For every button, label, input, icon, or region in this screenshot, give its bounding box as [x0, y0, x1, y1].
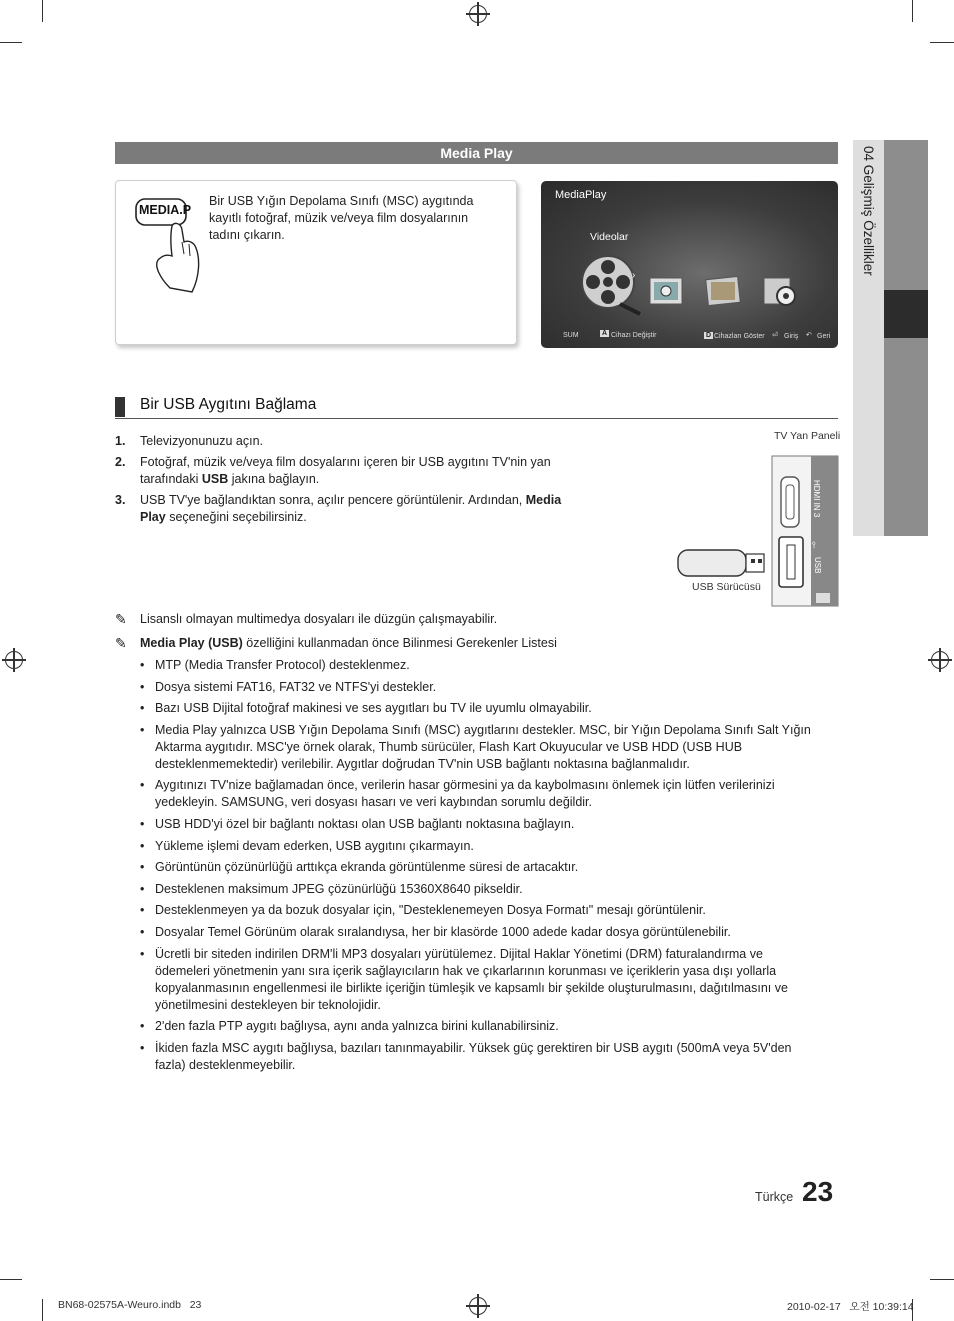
film-reel-icon	[580, 254, 642, 321]
list-item: • MTP (Media Transfer Protocol) desteklenmez.	[140, 657, 812, 674]
side-tab-active-marker	[884, 290, 928, 338]
music-icon	[705, 276, 741, 311]
a-key-icon: A	[602, 330, 608, 337]
list-item: • İkiden fazla MSC aygıtı bağlıysa, bazıları tanınmayabilir. Yüksek güç gerektiren bir USB aygıtı (500mA veya 5V'den fazla) desteklenmeyebilir.	[140, 1040, 812, 1074]
list-item: • Dosyalar Temel Görünüm olarak sıralandıysa, her bir klasörde 1000 adede kadar dosya görüntülenebilir.	[140, 924, 812, 941]
enter-icon: ⏎	[772, 332, 778, 339]
steps-list	[115, 433, 585, 530]
print-date-info: 2010-02-17 오전 10:39:14	[787, 1301, 914, 1313]
remote-description: Bir USB Yığın Depolama Sınıfı (MSC) aygıtında kayıtlı fotoğraf, müzik ve/veya film dosyalarının tadını çıkarın.	[209, 194, 474, 242]
list-item: • Ücretli bir siteden indirilen DRM'li MP3 dosyaları yürütülemez. Dijital Haklar Yönetimi (DRM) faturalandırma ve ödemeleri yönetmenin yanı sıra içerik sağlayıcıların hak ve çıkarlarının korunması ve içeriklerin yasa dışı yollarla kopyalanmasının engellenmesi ile birlikte içeriğin tümleşik ve kapsamlı bir şekilde oluşturulmasını, dağıtılmasını ve yönetilmesini destekleyen bir teknolojidir.	[140, 946, 812, 1014]
crop-mark	[930, 42, 954, 43]
screen-footer	[541, 328, 838, 348]
step-item: 2. Fotoğraf, müzik ve/veya film dosyalarını içeren bir USB aygıtını TV'nin yan tarafındaki USB jakına bağlayın.	[115, 455, 551, 486]
sum-label: SUM	[563, 332, 579, 339]
section-title: Media Play	[115, 142, 838, 164]
screen-title: MediaPlay	[555, 189, 607, 201]
change-device-label: Cihazı Değiştir	[611, 332, 657, 339]
media-p-button-label: MEDIA.P	[139, 203, 192, 217]
list-item: • 2'den fazla PTP aygıtı bağlıysa, aynı anda yalnızca birini kullanabilirsiniz.	[140, 1018, 812, 1035]
pencil-icon: ✎	[115, 611, 127, 627]
crop-mark	[0, 1279, 22, 1280]
back-icon: ↶	[806, 332, 812, 339]
step-item: 3. USB TV'ye bağlandıktan sonra, açılır pencere görüntülenir. Ardından, Media Play seçeneğini seçebilirsiniz.	[115, 493, 562, 524]
registration-mark	[5, 651, 23, 669]
screen-selected-category: Videolar	[590, 231, 629, 243]
hdmi-port-label: HDMI IN 3	[812, 480, 821, 518]
registration-mark	[931, 651, 949, 669]
list-item: • Media Play yalnızca USB Yığın Depolama Sınıfı (MSC) aygıtlarını destekler. MSC, bir Yığın Depolama Sınıfı Salt Yığın Aktarma aygıtıdır. MSC'ye örnek olarak, Thumb sürücüler, Flash Kart Okuyucular ve USB HDD (USB HUB desteklenmemektedir) verilebilir. Aygıtlar doğrudan TV'nin USB bağlantı noktasına bağlanmalıdır.	[140, 722, 812, 773]
subsection-title: Bir USB Aygıtını Bağlama	[115, 396, 838, 419]
list-item: • Görüntünün çözünürlüğü arttıkça ekranda görüntülenme süresi de artacaktır.	[140, 859, 812, 876]
list-item: • Desteklenmeyen ya da bozuk dosyalar için, "Desteklenemeyen Dosya Formatı" mesajı görüntülenir.	[140, 902, 812, 919]
side-tab-stripe	[884, 140, 928, 536]
footer-language: Türkçe	[755, 1190, 794, 1204]
registration-mark	[469, 5, 487, 23]
note-item: ✎ Media Play (USB) özelliğini kullanmadan önce Bilinmesi Gerekenler Listesi	[115, 635, 557, 651]
list-item: • USB HDD'yi özel bir bağlantı noktası olan USB bağlantı noktasına bağlayın.	[140, 816, 812, 833]
back-label: Geri	[817, 333, 831, 340]
list-item: • Dosya sistemi FAT16, FAT32 ve NTFS'yi destekler.	[140, 679, 812, 696]
crop-mark	[912, 0, 913, 22]
note-item: ✎ Lisanslı olmayan multimedya dosyaları ile düzgün çalışmayabilir.	[115, 611, 498, 627]
crop-mark	[930, 1279, 954, 1280]
crop-mark	[0, 42, 22, 43]
chevron-right-icon: ›	[632, 270, 636, 281]
notes	[115, 611, 815, 659]
usb-drive-label: USB Sürücüsü	[692, 581, 761, 593]
crop-mark	[42, 1299, 43, 1321]
usb-port-label: USB	[813, 557, 822, 574]
list-item: • Desteklenen maksimum JPEG çözünürlüğü 15360X8640 pikseldir.	[140, 881, 812, 898]
d-key-icon: D	[706, 332, 712, 339]
page-number: 23	[802, 1176, 834, 1207]
list-item: • Aygıtınızı TV'nize bağlamadan önce, verilerin hasar görmesini ya da kaybolmasını önlemek için lütfen verilerinizi yedekleyin. SAMSUNG, veri dosyası hasarı ve veri kaybından sorumlu değildir.	[140, 777, 812, 811]
registration-mark	[469, 1297, 487, 1315]
list-item: • Bazı USB Dijital fotoğraf makinesi ve ses aygıtları bu TV ile uyumlu olmayabilir.	[140, 700, 812, 717]
print-file-info: BN68-02575A-Weuro.indb 23	[58, 1299, 202, 1311]
requirements-list	[140, 657, 812, 1078]
usb-drive-icon	[676, 548, 776, 583]
show-devices-label: Cihazları Göster	[714, 333, 765, 340]
chapter-label: 04 Gelişmiş Özellikler	[861, 146, 876, 276]
step-item: 1. Televizyonunuzu açın.	[115, 434, 263, 448]
usb-symbol-icon: ⫯	[812, 540, 816, 550]
pencil-icon: ✎	[115, 635, 127, 651]
settings-gear-icon	[762, 274, 798, 313]
enter-label: Giriş	[784, 333, 799, 340]
list-item: • Yükleme işlemi devam ederken, USB aygıtını çıkarmayın.	[140, 838, 812, 855]
tv-side-panel-label: TV Yan Paneli	[774, 430, 841, 442]
photo-icon	[648, 276, 684, 311]
crop-mark	[42, 0, 43, 22]
tv-side-panel-diagram	[771, 455, 839, 612]
